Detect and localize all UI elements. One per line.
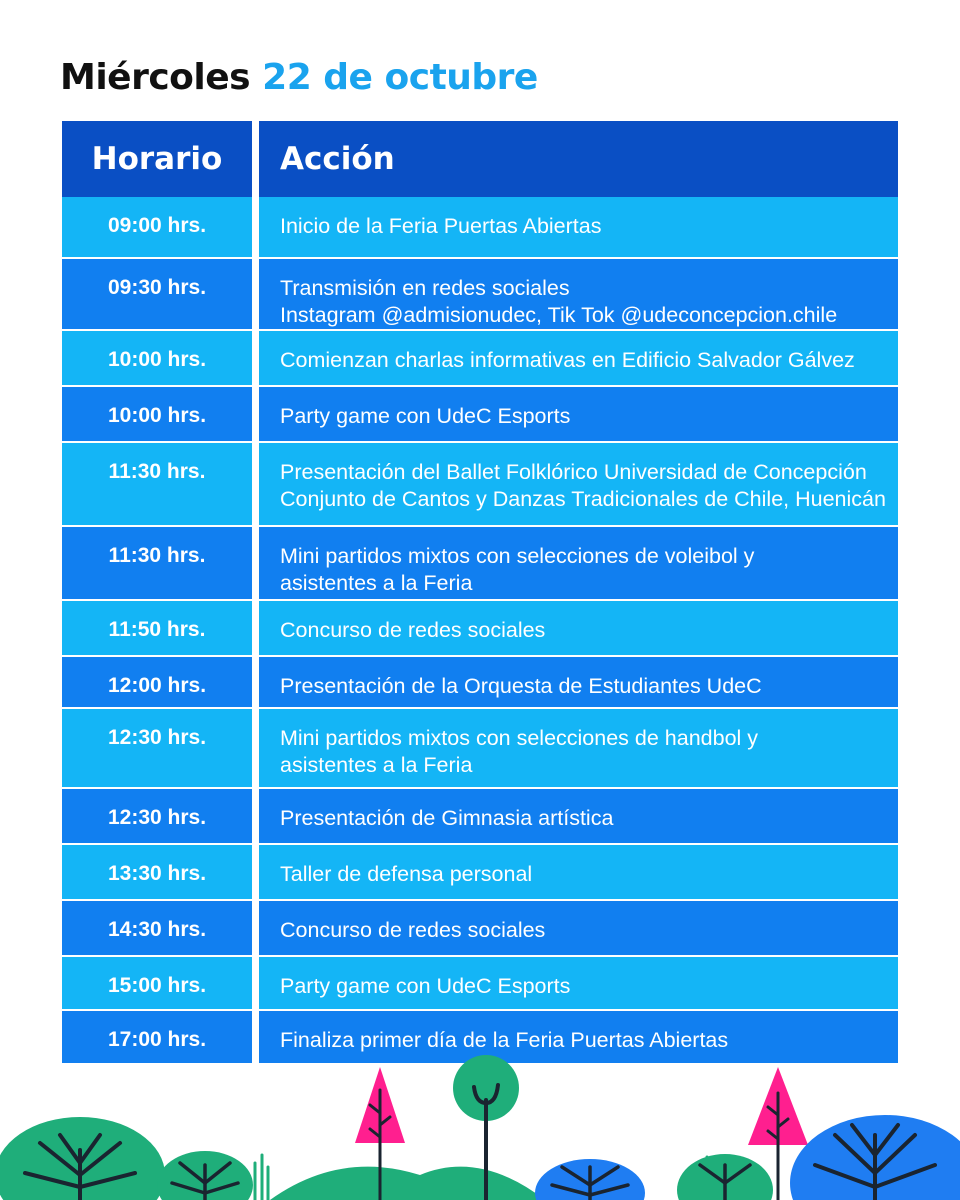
column-header-horario: Horario [62, 121, 252, 197]
bush-blue-small-icon [535, 1159, 645, 1200]
hill-green-icon [270, 1167, 545, 1200]
row-time: 11:30 hrs. [62, 443, 252, 525]
row-action-line: asistentes a la Feria [280, 571, 473, 595]
table-row [62, 787, 898, 843]
row-time: 15:00 hrs. [62, 957, 252, 1009]
row-action-line: Comienzan charlas informativas en Edificio Salvador Gálvez [280, 348, 855, 372]
row-action-line: Inicio de la Feria Puertas Abiertas [280, 214, 602, 238]
row-time: 11:30 hrs. [62, 527, 252, 599]
table-row [62, 197, 898, 257]
row-time: 09:00 hrs. [62, 197, 252, 257]
table-row [62, 329, 898, 385]
trees-illustration [0, 1055, 960, 1200]
table-row [62, 655, 898, 707]
row-action [259, 387, 898, 441]
row-time: 12:00 hrs. [62, 657, 252, 707]
table-header-row [62, 121, 898, 197]
table-row [62, 955, 898, 1009]
row-action-line: Party game con UdeC Esports [280, 404, 571, 428]
table-row [62, 899, 898, 955]
row-action-line: Transmisión en redes sociales [280, 276, 570, 300]
row-action-line: Concurso de redes sociales [280, 918, 546, 942]
row-time: 09:30 hrs. [62, 259, 252, 329]
table-row [62, 707, 898, 787]
table-row [62, 385, 898, 441]
row-action-line: Presentación de Gimnasia artística [280, 806, 614, 830]
row-action-line: Presentación de la Orquesta de Estudiantes UdeC [280, 674, 762, 698]
row-action [259, 957, 898, 1009]
table-row [62, 441, 898, 525]
row-time: 10:00 hrs. [62, 387, 252, 441]
row-time: 11:50 hrs. [62, 601, 252, 655]
row-time: 10:00 hrs. [62, 331, 252, 385]
table-row [62, 599, 898, 655]
row-action [259, 331, 898, 385]
row-action [259, 845, 898, 899]
row-action-line: asistentes a la Feria [280, 753, 473, 777]
row-action [259, 443, 898, 525]
row-time: 12:30 hrs. [62, 709, 252, 787]
row-action-line: Presentación del Ballet Folklórico Universidad de Concepción [280, 460, 867, 484]
row-action-line: Instagram @admisionudec, Tik Tok @udeconcepcion.chile [280, 303, 838, 327]
row-time: 13:30 hrs. [62, 845, 252, 899]
row-time: 14:30 hrs. [62, 901, 252, 955]
row-action [259, 901, 898, 955]
bush-blue-right-icon [790, 1115, 960, 1200]
bush-green-left-icon [0, 1117, 165, 1200]
table-row [62, 525, 898, 599]
title-day: Miércoles [60, 57, 251, 98]
row-action-line: Mini partidos mixtos con selecciones de voleibol y [280, 544, 755, 568]
row-action [259, 601, 898, 655]
row-action [259, 789, 898, 843]
row-action [259, 197, 898, 257]
page-title [60, 50, 538, 106]
schedule-table [62, 121, 898, 1063]
row-action-line: Concurso de redes sociales [280, 618, 546, 642]
table-row [62, 843, 898, 899]
bush-green-right-icon [677, 1154, 773, 1200]
row-action-line: Finaliza primer día de la Feria Puertas Abiertas [280, 1028, 729, 1052]
row-action [259, 259, 898, 329]
row-action-line: Conjunto de Cantos y Danzas Tradicionales de Chile, Huenicán [280, 487, 886, 511]
column-header-accion: Acción [259, 121, 898, 197]
row-action-line: Party game con UdeC Esports [280, 974, 571, 998]
bush-green-small-icon [157, 1151, 253, 1200]
row-time: 17:00 hrs. [62, 1011, 252, 1063]
row-action-line: Taller de defensa personal [280, 862, 533, 886]
table-row [62, 257, 898, 329]
row-action [259, 657, 898, 707]
row-action-line: Mini partidos mixtos con selecciones de handbol y [280, 726, 759, 750]
row-action [259, 527, 898, 599]
title-date: 22 de octubre [262, 57, 538, 98]
row-time: 12:30 hrs. [62, 789, 252, 843]
row-action [259, 709, 898, 787]
